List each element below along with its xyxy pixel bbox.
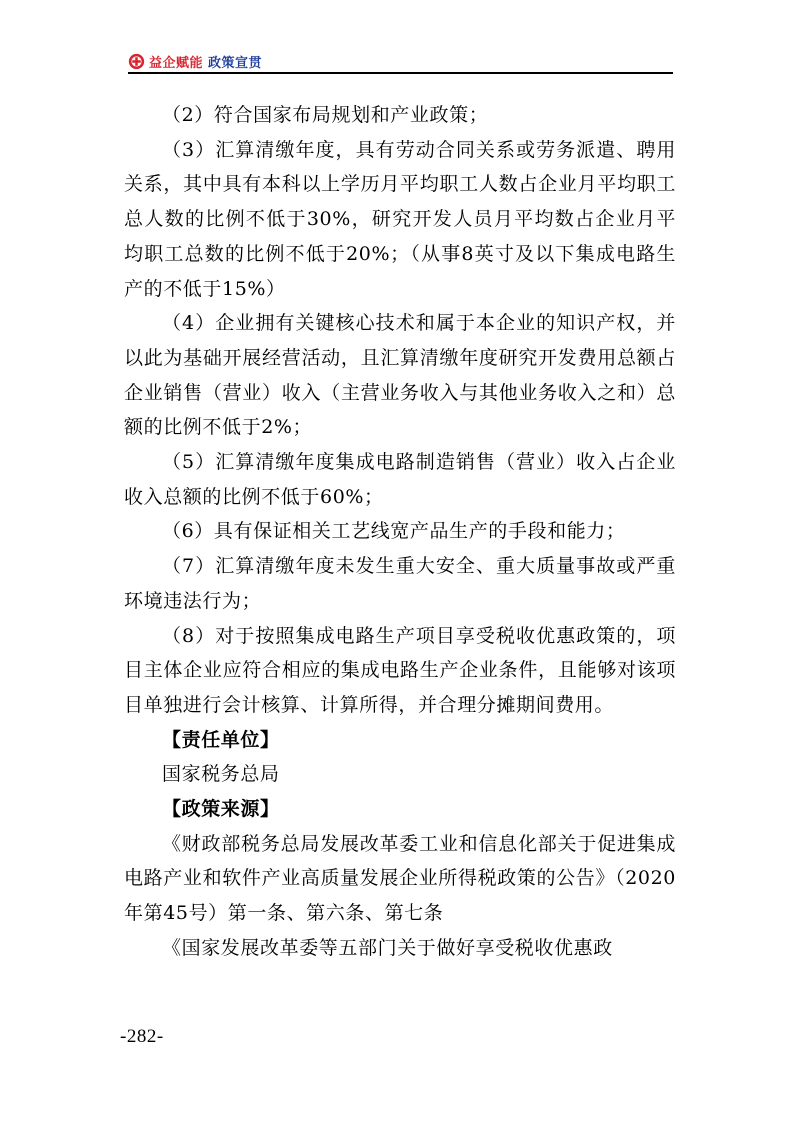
- policy-source-heading: 【政策来源】: [162, 798, 280, 821]
- header-divider: [128, 72, 673, 74]
- brand-title: [149, 52, 262, 71]
- page-header: [128, 50, 673, 72]
- document-body: [124, 98, 676, 966]
- page-number: -282-: [120, 1026, 164, 1047]
- brand-slogan: 政策宣贯: [208, 55, 263, 71]
- condition-paragraph: （2）符合国家布局规划和产业政策；: [162, 104, 489, 126]
- condition-paragraph: （6）具有保证相关工艺线宽产品生产的手段和能力；: [162, 520, 626, 543]
- brand-name: 益企赋能: [149, 55, 204, 71]
- condition-paragraph: （7）汇算清缴年度未发生重大安全、重大质量事故或严重环境违法行为；: [124, 555, 676, 612]
- condition-paragraph: （8）对于按照集成电路生产项目享受税收优惠政策的，项目主体企业应符合相应的集成电路生产企业条件，且能够对该项目单独进行会计核算、计算所得，并合理分摊期间费用。: [124, 624, 676, 716]
- condition-paragraph: （5）汇算清缴年度集成电路制造销售（营业）收入占企业收入总额的比例不低于60%；: [124, 451, 676, 508]
- condition-paragraph: （4）企业拥有关键核心技术和属于本企业的知识产权，并以此为基础开展经营活动，且汇算清缴年度研究开发费用总额占企业销售（营业）收入（主营业务收入与其他业务收入之和）总额的比例不低于2%；: [124, 312, 676, 439]
- company-logo-icon: [128, 53, 145, 70]
- policy-source-item: 《财政部税务总局发展改革委工业和信息化部关于促进集成电路产业和软件产业高质量发展企业所得税政策的公告》（2020年第45号）第一条、第六条、第七条: [124, 832, 676, 925]
- condition-paragraph: （3）汇算清缴年度，具有劳动合同关系或劳务派遣、聘用关系，其中具有本科以上学历月平均职工人数占企业月平均职工总人数的比例不低于30%，研究开发人员月平均数占企业月平均职工总数的比例不低于20%；（从事8英寸及以下集成电路生产的不低于15%）: [124, 138, 676, 300]
- responsible-unit-heading: 【责任单位】: [162, 728, 280, 751]
- policy-source-item: 《国家发展改革委等五部门关于做好享受税收优惠政: [162, 936, 613, 959]
- responsible-unit-text: 国家税务总局: [162, 763, 280, 786]
